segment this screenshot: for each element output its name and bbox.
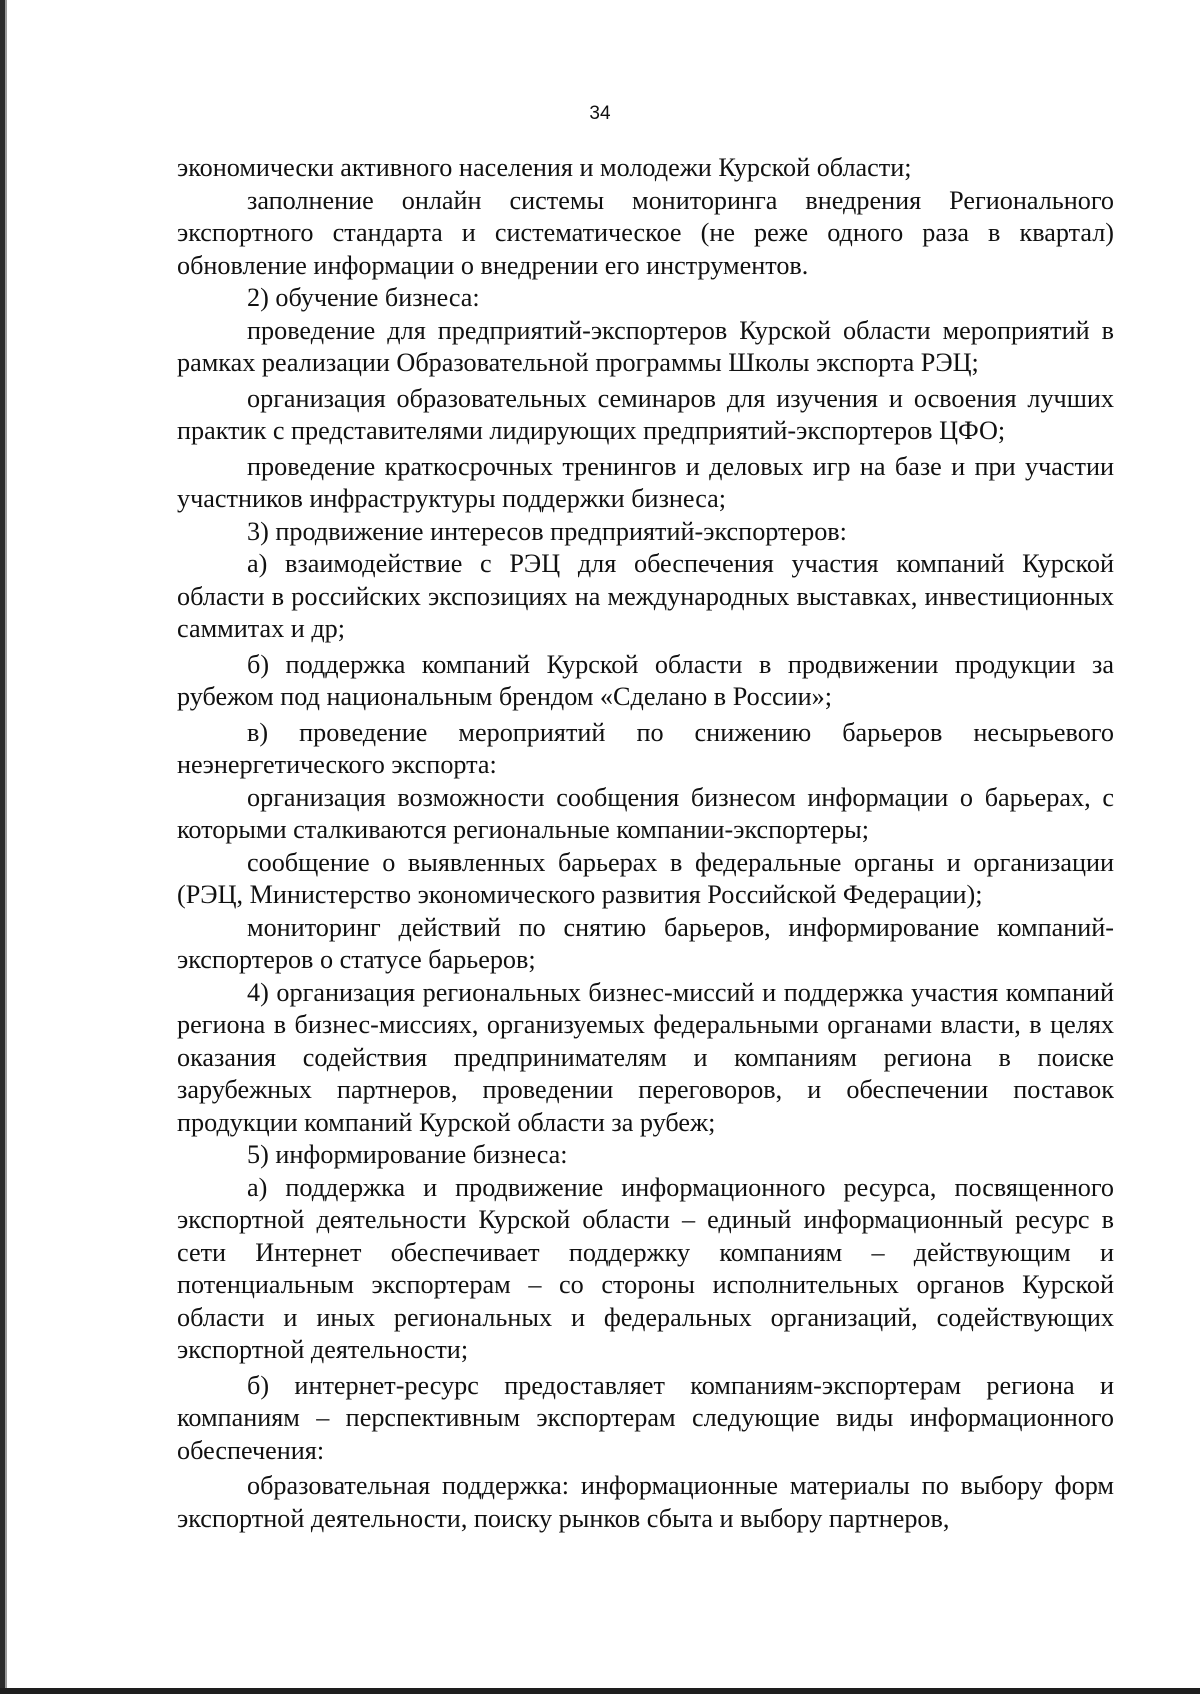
scan-edge-left-shadow [5, 0, 7, 1694]
paragraph-information-resource: а) поддержка и продвижение информационного ресурса, посвященного экспортной деятельности Курской области – единый информационный ресурс в сети Интернет обеспечивает поддержку компаниям – действующим и потенциальным экспортерам – со стороны исполнительных органов Курской области и иных региональных и федеральных организаций, содействующих экспортной деятельности; [177, 1172, 1114, 1364]
paragraph-export-school: проведение для предприятий-экспортеров Курской области мероприятий в рамках реализации Образовательной программы Школы экспорта РЭЦ; [177, 315, 1114, 377]
paragraph-educational-support: образовательная поддержка: информационные материалы по выбору форм экспортной деятельности, поиску рынков сбыта и выбору партнеров, [177, 1471, 1114, 1533]
page-number: 34 [589, 103, 611, 124]
paragraph-heading-promotion: 3) продвижение интересов предприятий-экспортеров: [247, 516, 847, 546]
paragraph-barrier-reporting: организация возможности сообщения бизнесом информации о барьерах, с которыми сталкиваются региональные компании-экспортеры; [177, 782, 1114, 844]
paragraph-heading-business-training: 2) обучение бизнеса: [247, 283, 480, 312]
paragraph-internet-resource: б) интернет-ресурс предоставляет компаниям-экспортерам региона и компаниям – перспективным экспортерам следующие виды информационного обеспечения: [177, 1370, 1114, 1465]
paragraph-made-in-russia: б) поддержка компаний Курской области в продвижении продукции за рубежом под национальным брендом «Сделано в России»; [177, 649, 1114, 711]
paragraph-trainings: проведение краткосрочных тренингов и деловых игр на базе и при участии участников инфраструктуры поддержки бизнеса; [177, 451, 1114, 513]
paragraph-exhibitions: а) взаимодействие с РЭЦ для обеспечения участия компаний Курской области в российских экспозициях на международных выставках, инвестиционных саммитах и др; [177, 549, 1114, 643]
paragraph-barriers: в) проведение мероприятий по снижению барьеров несырьевого неэнергетического экспорта: [177, 717, 1114, 779]
paragraph-seminars: организация образовательных семинаров для изучения и освоения лучших практик с представителями лидирующих предприятий-экспортеров ЦФО; [177, 383, 1114, 445]
document-body [177, 152, 1114, 1535]
paragraph-barrier-monitoring: мониторинг действий по снятию барьеров, информирование компаний-экспортеров о статусе барьеров; [177, 912, 1114, 974]
paragraph-barrier-notification: сообщение о выявленных барьерах в федеральные органы и организации (РЭЦ, Министерство экономического развития Российской Федерации); [177, 847, 1114, 909]
paragraph-business-missions: 4) организация региональных бизнес-миссий и поддержка участия компаний региона в бизнес-миссиях, организуемых федеральными органами власти, в целях оказания содействия предпринимателям и компаниям региона в поиске зарубежных партнеров, проведении переговоров, и обеспечении поставок продукции компаний Курской области за рубеж; [177, 977, 1114, 1137]
paragraph-monitoring: заполнение онлайн системы мониторинга внедрения Регионального экспортного стандарта и систематическое (не реже одного раза в квартал) обновление информации о внедрении его инструментов. [177, 185, 1114, 280]
scan-edge-bottom [0, 1688, 1200, 1694]
paragraph-heading-informing: 5) информирование бизнеса: [247, 1140, 568, 1169]
paragraph-continuation: экономически активного населения и молодежи Курской области; [177, 153, 912, 182]
